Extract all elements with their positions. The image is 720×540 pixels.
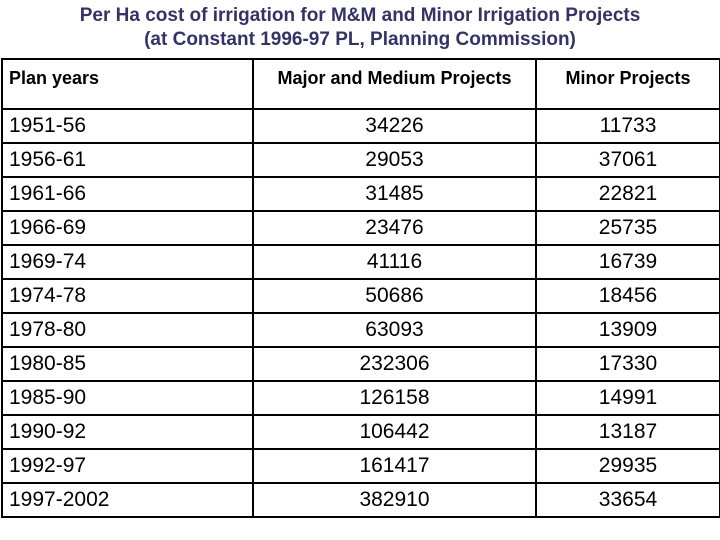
table-row	[2, 143, 720, 177]
cell-minor: 33654	[536, 483, 720, 517]
cell-minor: 37061	[536, 143, 720, 177]
cell-major-medium: 50686	[253, 279, 536, 313]
cell-plan-years: 1961-66	[2, 177, 253, 211]
table-row	[2, 313, 720, 347]
cell-major-medium: 31485	[253, 177, 536, 211]
cell-minor: 13187	[536, 415, 720, 449]
title-line-2: (at Constant 1996-97 PL, Planning Commission)	[144, 29, 576, 50]
cell-plan-years: 1969-74	[2, 245, 253, 279]
cell-major-medium: 41116	[253, 245, 536, 279]
table-row	[2, 279, 720, 313]
table-row	[2, 483, 720, 517]
column-header-minor: Minor Projects	[536, 59, 720, 109]
table-row	[2, 211, 720, 245]
cell-major-medium: 382910	[253, 483, 536, 517]
cell-plan-years: 1966-69	[2, 211, 253, 245]
cell-minor: 16739	[536, 245, 720, 279]
table-row	[2, 415, 720, 449]
cell-major-medium: 161417	[253, 449, 536, 483]
cell-major-medium: 126158	[253, 381, 536, 415]
irrigation-cost-table	[1, 58, 720, 518]
title-line-1: Per Ha cost of irrigation for M&M and Minor Irrigation Projects	[79, 5, 641, 26]
column-header-plan-years: Plan years	[2, 59, 253, 109]
cell-major-medium: 63093	[253, 313, 536, 347]
table-row	[2, 177, 720, 211]
cell-plan-years: 1951-56	[2, 109, 253, 143]
cell-plan-years: 1985-90	[2, 381, 253, 415]
cell-major-medium: 29053	[253, 143, 536, 177]
cell-plan-years: 1990-92	[2, 415, 253, 449]
cell-major-medium: 23476	[253, 211, 536, 245]
cell-minor: 14991	[536, 381, 720, 415]
header-row	[2, 59, 720, 109]
cell-minor: 11733	[536, 109, 720, 143]
cell-major-medium: 34226	[253, 109, 536, 143]
column-header-major-medium: Major and Medium Projects	[253, 59, 536, 109]
cell-minor: 18456	[536, 279, 720, 313]
table-row	[2, 381, 720, 415]
cell-plan-years: 1997-2002	[2, 483, 253, 517]
table-body	[2, 109, 720, 517]
table-row	[2, 109, 720, 143]
cell-plan-years: 1956-61	[2, 143, 253, 177]
cell-minor: 22821	[536, 177, 720, 211]
table-title	[0, 4, 720, 52]
cell-plan-years: 1974-78	[2, 279, 253, 313]
cell-plan-years: 1980-85	[2, 347, 253, 381]
cell-major-medium: 232306	[253, 347, 536, 381]
table-row	[2, 449, 720, 483]
cell-minor: 25735	[536, 211, 720, 245]
cell-major-medium: 106442	[253, 415, 536, 449]
cell-plan-years: 1978-80	[2, 313, 253, 347]
cell-minor: 17330	[536, 347, 720, 381]
cell-minor: 29935	[536, 449, 720, 483]
table-row	[2, 245, 720, 279]
cell-plan-years: 1992-97	[2, 449, 253, 483]
cell-minor: 13909	[536, 313, 720, 347]
table-row	[2, 347, 720, 381]
